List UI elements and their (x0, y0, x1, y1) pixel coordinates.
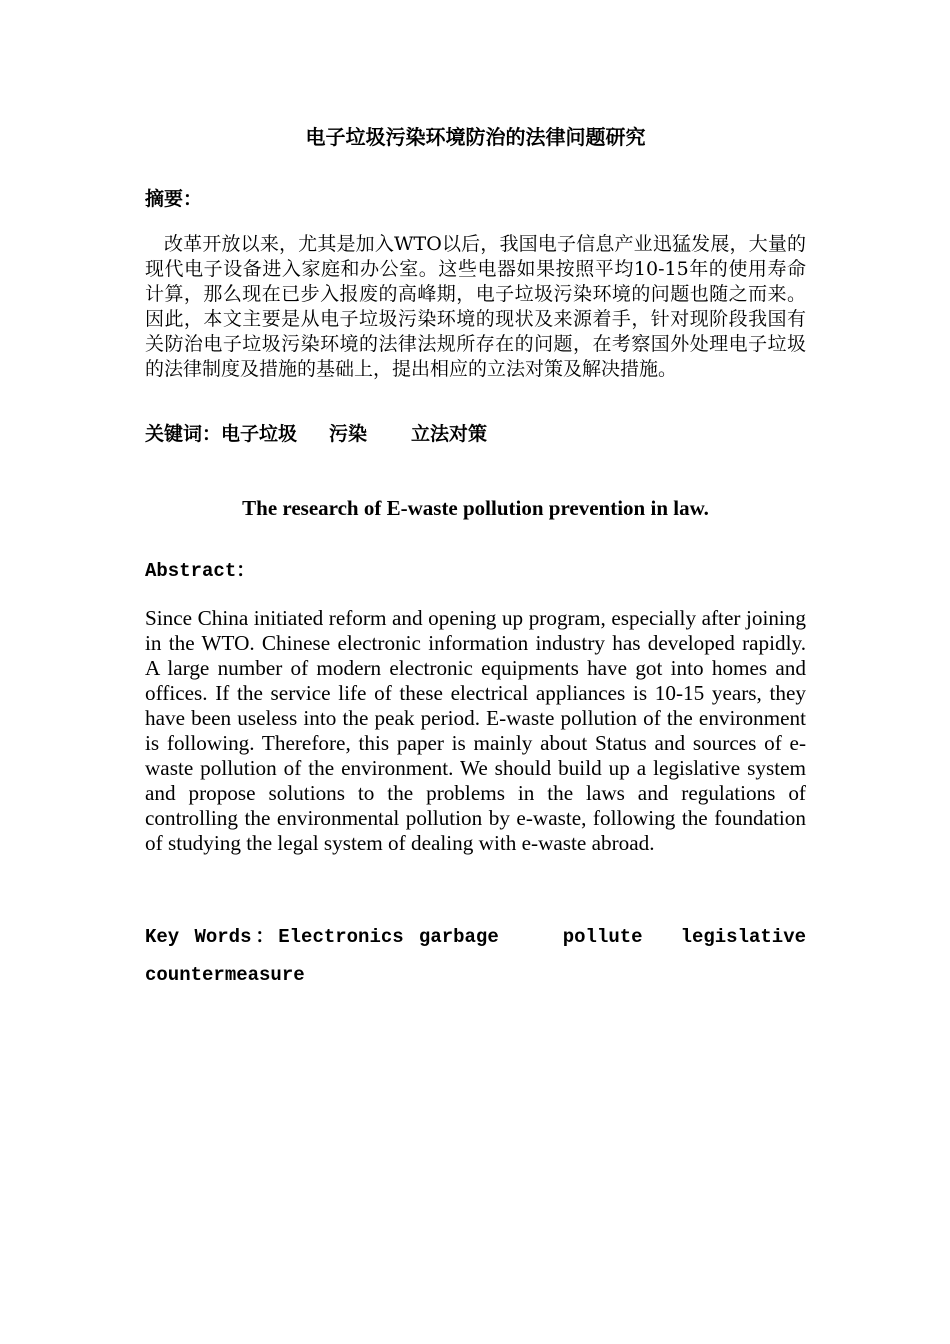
chinese-keywords-label: 关键词： (145, 423, 222, 445)
english-keyword: Electronics garbage (278, 926, 499, 948)
english-keyword: pollute (562, 926, 643, 948)
chinese-keyword: 污染 (329, 423, 368, 445)
chinese-keyword: 电子垃圾 (221, 423, 298, 445)
english-title: The research of E-waste pollution prevention in law. (242, 496, 709, 520)
chinese-abstract-label: 摘要： (145, 188, 203, 210)
chinese-keyword: 立法对策 (411, 423, 488, 445)
english-keywords-label: Key Words： (145, 926, 279, 948)
chinese-abstract-body: 改革开放以来，尤其是加入WTO以后，我国电子信息产业迅猛发展，大量的现代电子设备进入家庭和办公室。这些电器如果按照平均10-15年的使用寿命计算，那么现在已步入报废的高峰期，电子垃圾污染环境的问题也随之而来。因此，本文主要是从电子垃圾污染环境的现状及来源着手，针对现阶段我国有关防治电子垃圾污染环境的法律法规所存在的问题，在考察国外处理电子垃圾的法律制度及措施的基础上，提出相应的立法对策及解决措施。 (145, 233, 806, 380)
english-abstract-label: Abstract： (145, 560, 256, 582)
english-keyword: legislative countermeasure (145, 926, 806, 986)
english-abstract-body: Since China initiated reform and opening up program, especially after joining in the WTO. Chinese electronic information industry has developed rapidly. A large number of modern electronic equipments have got into homes and offices. If the service life of these electrical appliances is 10-15 years, they have been useless into the peak period. E-waste pollution of the environment is following. Therefore, this paper is mainly about Status and sources of e-waste pollution of the environment. We should build up a legislative system and propose solutions to the problems in the laws and regulations of controlling the environmental pollution by e-waste, following the foundation of studying the legal system of dealing with e-waste abroad. (145, 606, 806, 855)
english-keywords (145, 918, 806, 994)
chinese-title: 电子垃圾污染环境防治的法律问题研究 (305, 125, 646, 149)
chinese-keywords (145, 421, 806, 447)
